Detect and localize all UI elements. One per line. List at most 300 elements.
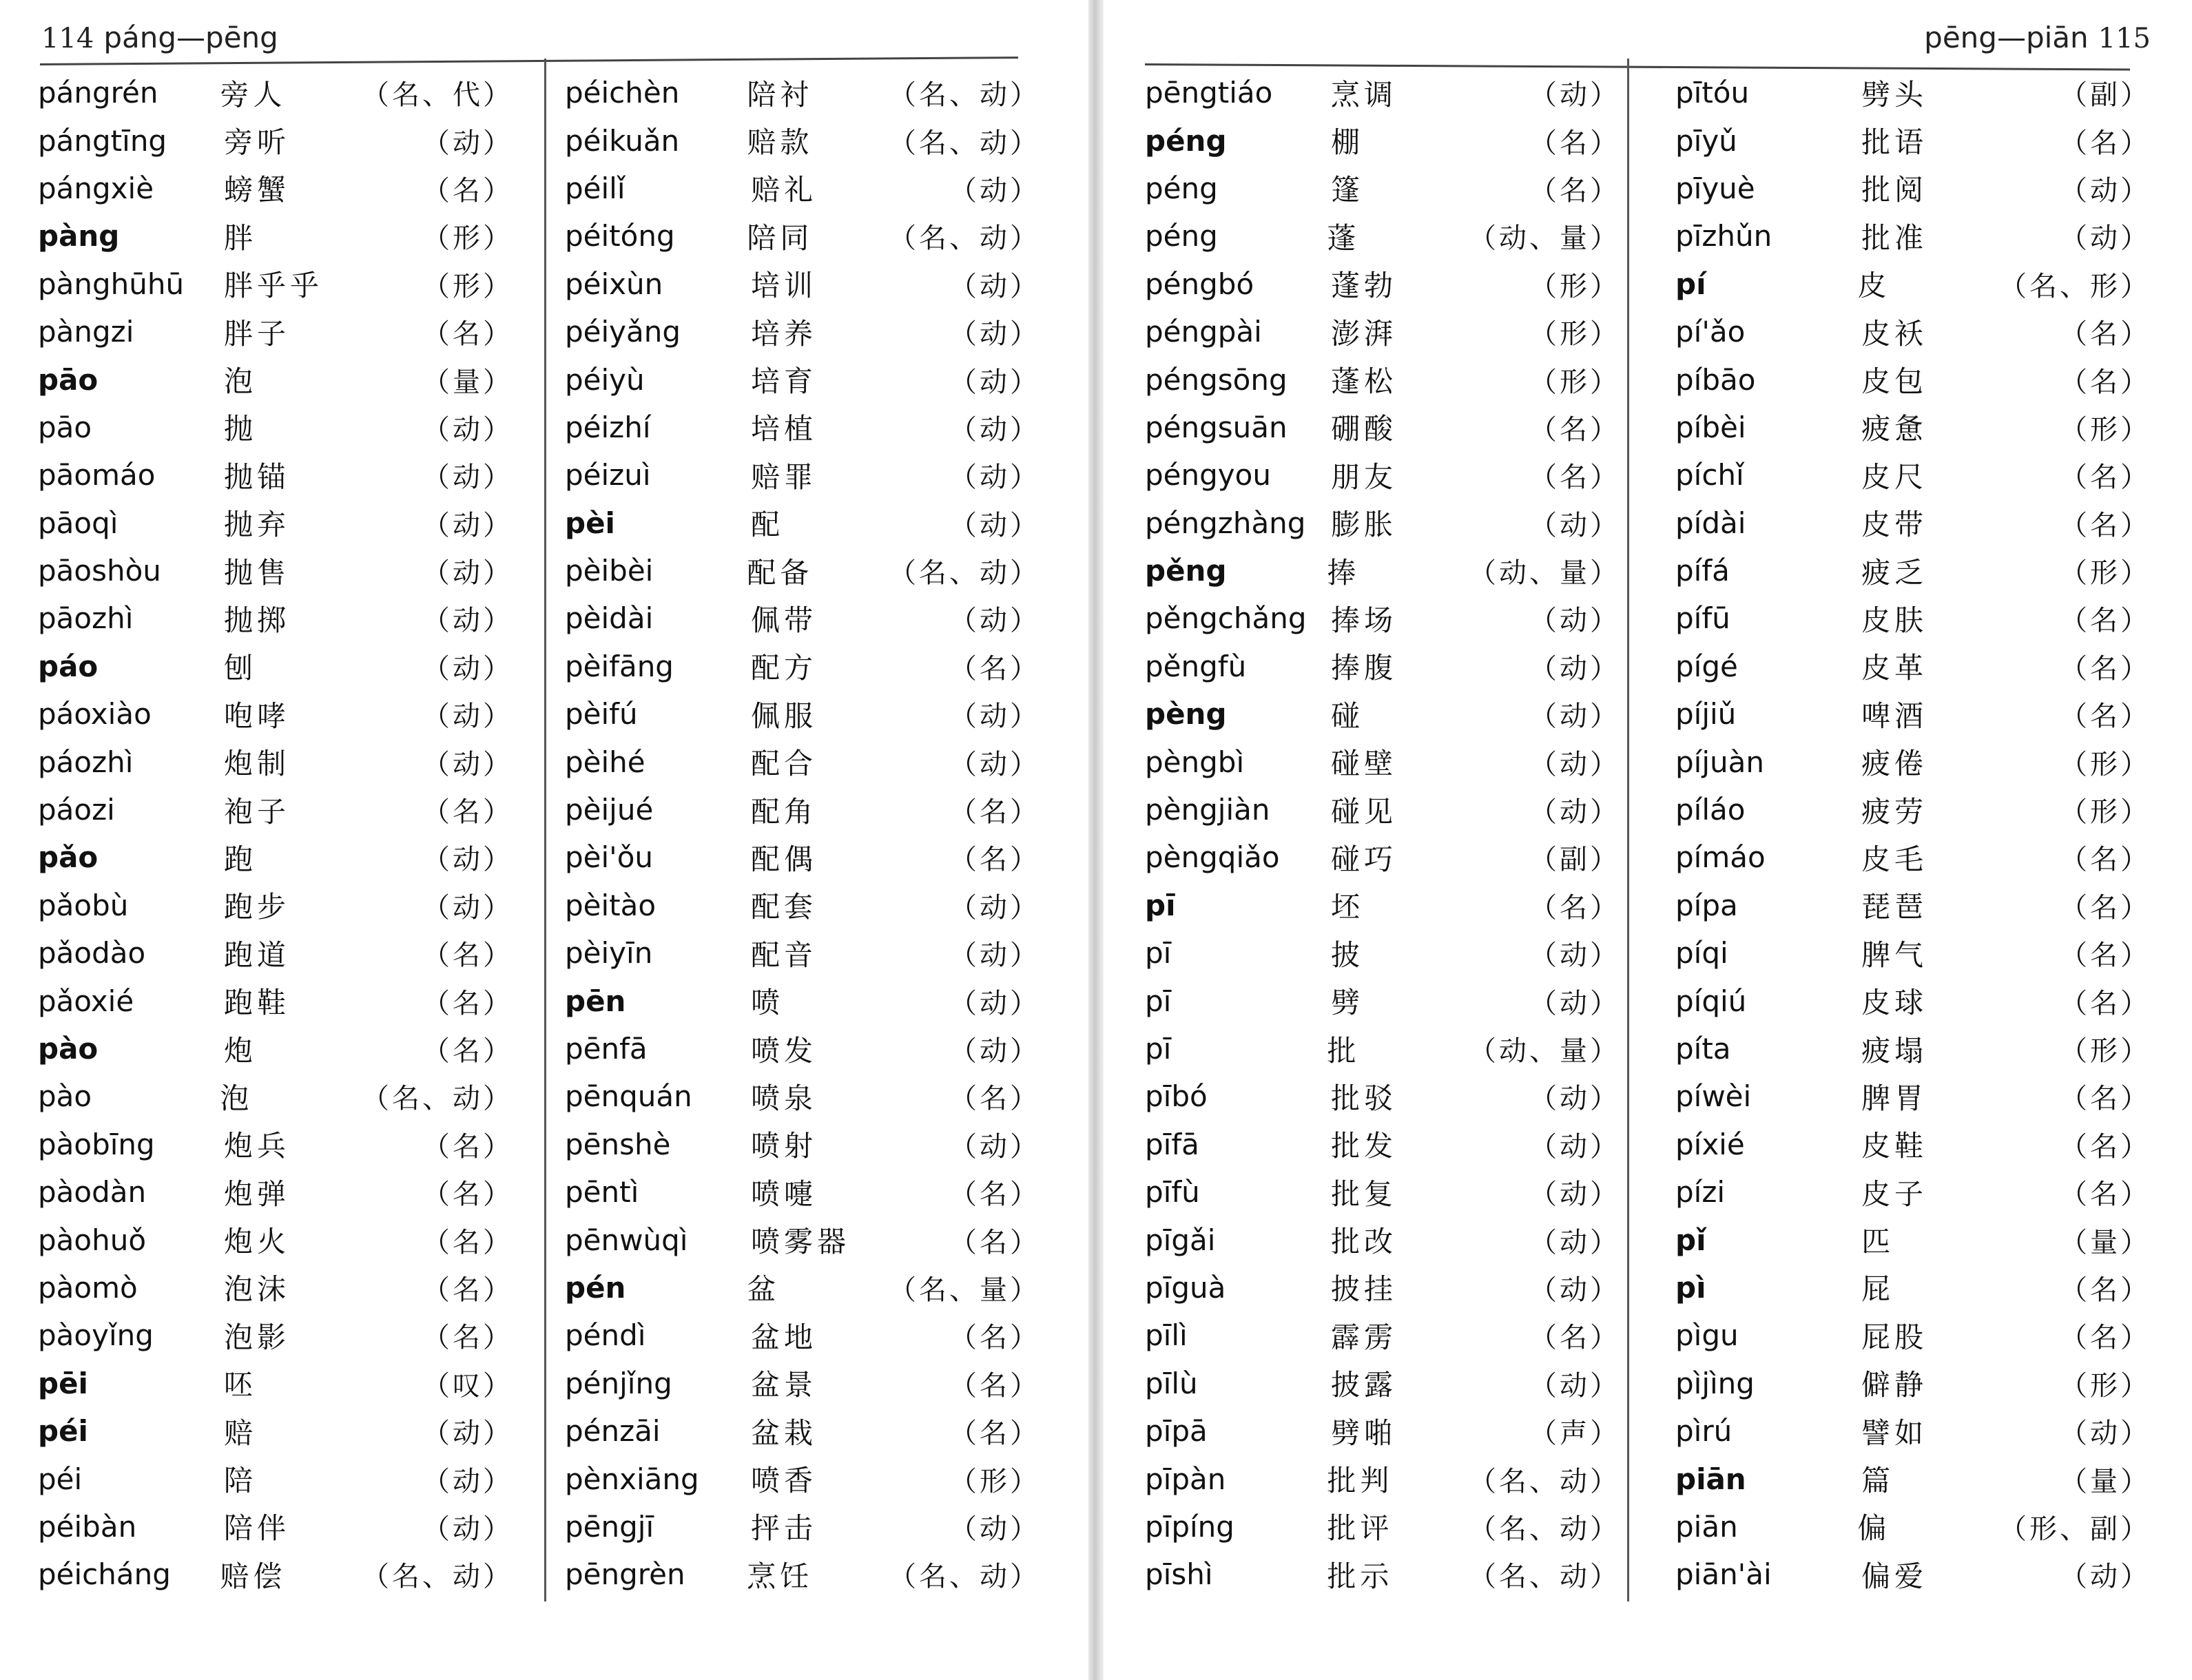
entry-pinyin-headword: pī — [1145, 888, 1176, 922]
entry-pinyin: pīpā — [1145, 1414, 1208, 1449]
dictionary-entry — [38, 1025, 534, 1072]
entry-part-of-speech: （名） — [422, 940, 513, 972]
entry-hanzi: 偏 — [1857, 1511, 1891, 1546]
dictionary-entry — [1145, 1168, 1641, 1216]
entry-part-of-speech: （名） — [2060, 891, 2151, 924]
entry-pinyin: pànghūhū — [38, 267, 185, 301]
dictionary-entry — [38, 165, 534, 212]
entry-pinyin: pèngqiǎo — [1145, 840, 1280, 875]
page-number: 115 — [2098, 23, 2151, 54]
entry-hanzi: 披露 — [1331, 1368, 1398, 1402]
entry-hanzi: 脾气 — [1861, 937, 1928, 972]
entry-part-of-speech: （名） — [2060, 1083, 2151, 1115]
dictionary-entry — [565, 355, 1061, 403]
entry-hanzi: 赔礼 — [751, 173, 818, 207]
dictionary-entry — [1675, 1360, 2171, 1407]
entry-pinyin: péi — [38, 1462, 83, 1496]
entry-hanzi: 烹调 — [1331, 77, 1398, 112]
entry-part-of-speech: （动） — [422, 652, 513, 685]
entry-part-of-speech: （名） — [2060, 509, 2151, 541]
entry-part-of-speech: （动） — [422, 462, 513, 494]
entry-part-of-speech: （名） — [2060, 1179, 2151, 1211]
entry-part-of-speech: （动） — [949, 318, 1040, 351]
entry-pinyin: pǎobù — [38, 888, 129, 922]
entry-hanzi: 霹雳 — [1331, 1320, 1398, 1354]
entry-hanzi: 陪 — [224, 1464, 258, 1498]
entry-part-of-speech: （动） — [1529, 1130, 1620, 1163]
entry-part-of-speech: （名、动） — [1469, 1465, 1620, 1497]
entry-hanzi: 配备 — [747, 555, 814, 590]
entry-part-of-speech: （动） — [949, 174, 1040, 207]
dictionary-entry — [1675, 977, 2171, 1024]
dictionary-entry — [1675, 212, 2171, 260]
entry-pinyin: pígé — [1675, 649, 1738, 683]
entry-part-of-speech: （名） — [422, 1130, 513, 1163]
entry-pinyin: pángxiè — [38, 171, 154, 205]
entry-pinyin: píta — [1675, 1032, 1731, 1066]
entry-pinyin: péngsuān — [1145, 410, 1288, 444]
entry-hanzi: 批发 — [1331, 1129, 1398, 1163]
entry-pinyin: pīpàn — [1145, 1462, 1226, 1496]
entry-hanzi: 皮球 — [1861, 986, 1928, 1020]
entry-part-of-speech: （名、动） — [889, 1561, 1040, 1593]
left-column-2 — [565, 69, 1061, 1599]
entry-pinyin-headword: páo — [38, 649, 99, 683]
entry-part-of-speech: （动） — [1529, 1179, 1620, 1211]
entry-hanzi: 盆 — [747, 1272, 780, 1307]
dictionary-entry — [1675, 1168, 2171, 1216]
entry-hanzi: 抛 — [224, 412, 258, 446]
entry-pinyin: pífū — [1675, 601, 1730, 636]
dictionary-entry — [1145, 451, 1641, 499]
right-column-1 — [1145, 69, 1641, 1599]
dictionary-entry — [38, 69, 534, 116]
dictionary-entry — [38, 1407, 534, 1455]
entry-pinyin: pàomò — [38, 1270, 138, 1305]
entry-hanzi: 跑步 — [224, 890, 291, 924]
entry-part-of-speech: （名） — [422, 1322, 513, 1354]
dictionary-entry — [565, 643, 1061, 690]
entry-part-of-speech: （名） — [422, 1226, 513, 1258]
entry-pinyin-headword: pì — [1675, 1270, 1706, 1305]
entry-hanzi: 硼酸 — [1331, 412, 1398, 446]
entry-pinyin: piān'ài — [1675, 1557, 1772, 1592]
entry-hanzi: 披挂 — [1331, 1272, 1398, 1307]
entry-pinyin: piān — [1675, 1509, 1738, 1544]
entry-pinyin: pángrén — [38, 76, 158, 110]
entry-pinyin: pīshì — [1145, 1557, 1213, 1592]
entry-part-of-speech: （动） — [949, 1130, 1040, 1163]
entry-part-of-speech: （动） — [2060, 1561, 2151, 1593]
dictionary-entry — [38, 1168, 534, 1216]
entry-pinyin-headword: piān — [1675, 1462, 1746, 1496]
entry-hanzi: 批改 — [1331, 1225, 1398, 1259]
entry-hanzi: 篷 — [1331, 173, 1365, 207]
entry-pinyin: píqi — [1675, 936, 1728, 971]
entry-part-of-speech: （动） — [949, 270, 1040, 302]
entry-part-of-speech: （形） — [2060, 748, 2151, 780]
entry-hanzi: 螃蟹 — [224, 173, 291, 207]
dictionary-entry — [565, 1311, 1061, 1359]
entry-part-of-speech: （形） — [422, 270, 513, 302]
dictionary-entry — [565, 833, 1061, 881]
entry-part-of-speech: （量） — [422, 366, 513, 398]
dictionary-entry — [1145, 643, 1641, 690]
entry-pinyin: pī — [1145, 984, 1172, 1018]
dictionary-entry — [565, 260, 1061, 308]
entry-part-of-speech: （名） — [422, 1274, 513, 1306]
dictionary-entry — [565, 1216, 1061, 1263]
dictionary-entry — [38, 1216, 534, 1263]
entry-hanzi: 赔偿 — [220, 1559, 287, 1593]
entry-hanzi: 皮尺 — [1861, 459, 1928, 494]
entry-part-of-speech: （动、量） — [1469, 1035, 1620, 1067]
entry-pinyin: píjiǔ — [1675, 697, 1737, 732]
dictionary-entry — [38, 977, 534, 1024]
dictionary-entry — [1145, 260, 1641, 308]
entry-pinyin: péitóng — [565, 219, 675, 253]
dictionary-entry — [38, 786, 534, 833]
dictionary-entry — [38, 1121, 534, 1168]
entry-pinyin: pīlì — [1145, 1318, 1188, 1353]
entry-pinyin: pèngbì — [1145, 745, 1245, 779]
dictionary-entry — [1145, 165, 1641, 212]
entry-pinyin-headword: pǎo — [38, 840, 99, 875]
entry-hanzi: 喷发 — [751, 1033, 818, 1068]
entry-hanzi: 培训 — [751, 269, 818, 303]
entry-hanzi: 跑道 — [224, 937, 291, 972]
dictionary-entry — [1145, 882, 1641, 929]
dictionary-entry — [565, 1503, 1061, 1551]
entry-part-of-speech: （动） — [949, 509, 1040, 541]
entry-pinyin: péngsōng — [1145, 362, 1288, 397]
entry-hanzi: 佩带 — [751, 603, 818, 637]
entry-pinyin: pào — [38, 1079, 92, 1114]
entry-hanzi: 朋友 — [1331, 459, 1398, 494]
entry-hanzi: 赔 — [224, 1415, 258, 1450]
entry-pinyin: pǎodào — [38, 936, 146, 971]
entry-part-of-speech: （动） — [1529, 605, 1620, 637]
entry-hanzi: 琵琶 — [1861, 890, 1928, 924]
dictionary-entry — [1145, 1360, 1641, 1407]
entry-part-of-speech: （名、形） — [1999, 270, 2151, 302]
dictionary-entry — [38, 1455, 534, 1502]
entry-part-of-speech: （形、副） — [1999, 1513, 2151, 1545]
entry-hanzi: 批 — [1327, 1033, 1361, 1068]
entry-part-of-speech: （动） — [422, 605, 513, 637]
dictionary-entry — [1675, 1551, 2171, 1598]
entry-part-of-speech: （名） — [2060, 1130, 2151, 1163]
dictionary-entry — [1675, 786, 2171, 833]
page-number: 114 — [41, 23, 94, 54]
entry-pinyin: pèihé — [565, 745, 645, 779]
dictionary-entry — [1145, 1311, 1641, 1359]
dictionary-entry — [565, 1025, 1061, 1072]
entry-part-of-speech: （动、量） — [1469, 557, 1620, 590]
left-page — [0, 0, 1088, 1680]
entry-hanzi: 屁股 — [1861, 1320, 1928, 1354]
entry-pinyin: pèijué — [565, 793, 654, 827]
dictionary-entry — [565, 1072, 1061, 1120]
dictionary-entry — [1145, 308, 1641, 355]
entry-hanzi: 捧腹 — [1331, 651, 1398, 685]
entry-pinyin: pìrú — [1675, 1414, 1733, 1449]
entry-hanzi: 赔罪 — [751, 459, 818, 494]
entry-hanzi: 胖子 — [224, 316, 291, 351]
dictionary-entry — [1675, 69, 2171, 116]
entry-hanzi: 喷雾器 — [751, 1225, 851, 1259]
dictionary-entry — [1675, 643, 2171, 690]
entry-hanzi: 批驳 — [1331, 1081, 1398, 1115]
entry-part-of-speech: （名） — [949, 1226, 1040, 1258]
entry-hanzi: 喷嚏 — [751, 1176, 818, 1211]
entry-pinyin: péibàn — [38, 1509, 137, 1544]
entry-hanzi: 抛掷 — [224, 603, 291, 637]
entry-part-of-speech: （动） — [949, 1513, 1040, 1545]
entry-hanzi: 喷 — [751, 986, 785, 1020]
entry-hanzi: 抛售 — [224, 555, 291, 590]
entry-hanzi: 疲乏 — [1861, 555, 1928, 590]
entry-pinyin: péizhí — [565, 410, 651, 444]
entry-pinyin-headword: péi — [38, 1414, 88, 1449]
entry-part-of-speech: （动） — [2060, 174, 2151, 207]
entry-hanzi: 匹 — [1861, 1225, 1895, 1259]
entry-pinyin: píláo — [1675, 793, 1746, 827]
entry-hanzi: 跑 — [224, 842, 258, 876]
entry-part-of-speech: （动） — [1529, 1369, 1620, 1402]
entry-part-of-speech: （名） — [2060, 844, 2151, 876]
entry-hanzi: 陪衬 — [747, 77, 814, 112]
dictionary-entry — [1145, 594, 1641, 642]
dictionary-entry — [38, 355, 534, 403]
dictionary-entry — [1675, 1503, 2171, 1551]
entry-pinyin: pīfā — [1145, 1127, 1199, 1161]
entry-pinyin: pēnquán — [565, 1079, 692, 1114]
dictionary-entry — [1145, 69, 1641, 116]
column-divider — [544, 59, 546, 1601]
entry-part-of-speech: （名） — [949, 1179, 1040, 1211]
entry-hanzi: 盆景 — [751, 1368, 818, 1402]
dictionary-entry — [565, 882, 1061, 929]
entry-pinyin: pēngtiáo — [1145, 76, 1273, 110]
entry-part-of-speech: （动） — [422, 701, 513, 733]
dictionary-entry — [565, 69, 1061, 116]
entry-part-of-speech: （名、动） — [889, 222, 1040, 255]
entry-pinyin-headword: pén — [565, 1270, 626, 1305]
entry-pinyin: pīyuè — [1675, 171, 1755, 205]
entry-part-of-speech: （名） — [949, 796, 1040, 829]
entry-pinyin: pèifāng — [565, 649, 674, 683]
dictionary-entry — [38, 260, 534, 308]
dictionary-entry — [1145, 1455, 1641, 1502]
entry-pinyin-headword: pí — [1675, 267, 1706, 301]
entry-pinyin: péngyou — [1145, 458, 1271, 492]
left-column-1 — [38, 69, 534, 1599]
entry-pinyin: pāo — [38, 410, 92, 444]
entry-hanzi: 蓬松 — [1331, 364, 1398, 399]
dictionary-entry — [1675, 1216, 2171, 1263]
entry-pinyin: pēntì — [565, 1175, 639, 1210]
entry-hanzi: 配角 — [751, 794, 818, 829]
entry-part-of-speech: （名、动） — [362, 1083, 513, 1115]
entry-hanzi: 批示 — [1327, 1559, 1394, 1593]
entry-hanzi: 陪同 — [747, 220, 814, 255]
entry-hanzi: 皮 — [1857, 269, 1891, 303]
entry-hanzi: 捧场 — [1331, 603, 1398, 637]
entry-part-of-speech: （名） — [949, 1083, 1040, 1115]
dictionary-entry — [565, 1360, 1061, 1407]
entry-part-of-speech: （形） — [2060, 796, 2151, 829]
entry-hanzi: 碰 — [1331, 698, 1365, 733]
entry-hanzi: 劈头 — [1861, 77, 1928, 112]
entry-part-of-speech: （名） — [422, 1179, 513, 1211]
entry-hanzi: 配套 — [751, 890, 818, 924]
entry-pinyin: pēngrèn — [565, 1557, 685, 1592]
entry-pinyin: pīfù — [1145, 1175, 1200, 1210]
entry-hanzi: 泡影 — [224, 1320, 291, 1354]
entry-part-of-speech: （名、代） — [362, 79, 513, 112]
dictionary-entry — [38, 499, 534, 547]
entry-pinyin: pī — [1145, 1032, 1172, 1066]
dictionary-entry — [1675, 594, 2171, 642]
entry-part-of-speech: （动） — [949, 366, 1040, 398]
dictionary-entry — [1675, 1407, 2171, 1455]
entry-part-of-speech: （名） — [1529, 413, 1620, 446]
dictionary-entry — [1675, 547, 2171, 594]
entry-hanzi: 炮弹 — [224, 1176, 291, 1211]
entry-pinyin: pīguà — [1145, 1270, 1226, 1305]
dictionary-entry — [565, 1455, 1061, 1502]
entry-pinyin: pī — [1145, 936, 1172, 971]
entry-part-of-speech: （名） — [1529, 174, 1620, 207]
entry-hanzi: 屁 — [1861, 1272, 1895, 1307]
entry-hanzi: 批准 — [1861, 220, 1928, 255]
entry-pinyin-headword: pēn — [565, 984, 626, 1018]
entry-part-of-speech: （名） — [2060, 605, 2151, 637]
entry-pinyin-headword: pào — [38, 1032, 99, 1066]
entry-pinyin: pí'ǎo — [1675, 315, 1746, 349]
dictionary-entry — [1675, 1311, 2171, 1359]
entry-hanzi: 配方 — [751, 651, 818, 685]
dictionary-entry — [1675, 1025, 2171, 1072]
dictionary-entry — [565, 212, 1061, 260]
entry-hanzi: 旁听 — [224, 125, 291, 160]
entry-pinyin: pènxiāng — [565, 1462, 699, 1496]
dictionary-entry — [38, 404, 534, 451]
entry-part-of-speech: （名） — [1529, 462, 1620, 494]
dictionary-entry — [1675, 404, 2171, 451]
entry-hanzi: 批复 — [1331, 1176, 1398, 1211]
entry-hanzi: 胖 — [224, 220, 258, 255]
right-page-header — [1914, 21, 2151, 69]
entry-part-of-speech: （动） — [2060, 1418, 2151, 1450]
entry-part-of-speech: （动） — [1529, 987, 1620, 1019]
dictionary-entry — [38, 833, 534, 881]
entry-hanzi: 泡沫 — [224, 1272, 291, 1307]
right-column-2 — [1675, 69, 2171, 1599]
entry-pinyin: pèitào — [565, 888, 656, 922]
dictionary-entry — [1675, 355, 2171, 403]
entry-pinyin: pāoshòu — [38, 554, 161, 588]
entry-part-of-speech: （名） — [949, 844, 1040, 876]
entry-part-of-speech: （动） — [949, 987, 1040, 1019]
entry-hanzi: 皮带 — [1861, 508, 1928, 542]
entry-pinyin-headword: péng — [1145, 123, 1227, 158]
entry-part-of-speech: （名、动） — [362, 1561, 513, 1593]
entry-pinyin-headword: pèng — [1145, 697, 1227, 732]
entry-part-of-speech: （名、动） — [1469, 1561, 1620, 1593]
entry-hanzi: 疲塌 — [1861, 1033, 1928, 1068]
dictionary-entry — [1145, 1551, 1641, 1598]
entry-hanzi: 批阅 — [1861, 173, 1928, 207]
entry-part-of-speech: （动） — [422, 557, 513, 590]
dictionary-entry — [565, 308, 1061, 355]
entry-pinyin: péngpài — [1145, 315, 1262, 349]
entry-part-of-speech: （动） — [949, 940, 1040, 972]
entry-pinyin: pízi — [1675, 1175, 1726, 1210]
entry-pinyin: pénzāi — [565, 1414, 661, 1449]
dictionary-entry — [1145, 1025, 1641, 1072]
dictionary-entry — [565, 1407, 1061, 1455]
entry-hanzi: 皮子 — [1861, 1176, 1928, 1211]
entry-part-of-speech: （动） — [422, 413, 513, 446]
entry-hanzi: 批语 — [1861, 125, 1928, 160]
entry-part-of-speech: （动） — [422, 127, 513, 159]
entry-hanzi: 偏爱 — [1861, 1559, 1928, 1593]
entry-part-of-speech: （动） — [949, 1035, 1040, 1067]
dictionary-entry — [565, 1551, 1061, 1598]
entry-part-of-speech: （名） — [2060, 127, 2151, 159]
dictionary-entry — [1145, 1121, 1641, 1168]
entry-pinyin: píjuàn — [1675, 745, 1764, 779]
entry-part-of-speech: （动） — [422, 1465, 513, 1497]
entry-hanzi: 炮火 — [224, 1225, 291, 1259]
dictionary-entry — [1145, 212, 1641, 260]
entry-hanzi: 配音 — [751, 937, 818, 972]
entry-pinyin-headword: pēi — [38, 1366, 88, 1400]
dictionary-entry — [38, 643, 534, 690]
entry-hanzi: 泡 — [224, 364, 258, 399]
entry-pinyin: páozi — [38, 793, 115, 827]
entry-hanzi: 碰壁 — [1331, 747, 1398, 781]
entry-hanzi: 刨 — [224, 651, 258, 685]
dictionary-entry — [565, 1121, 1061, 1168]
dictionary-entry — [565, 786, 1061, 833]
entry-pinyin: péiyù — [565, 362, 645, 397]
dictionary-entry — [1145, 116, 1641, 164]
entry-part-of-speech: （名、动） — [1469, 1513, 1620, 1545]
entry-hanzi: 皮鞋 — [1861, 1129, 1928, 1163]
dictionary-entry — [38, 1311, 534, 1359]
entry-pinyin-headword: pèi — [565, 506, 615, 540]
entry-pinyin: pàobīng — [38, 1127, 155, 1161]
entry-pinyin: pīlù — [1145, 1366, 1198, 1400]
entry-part-of-speech: （形） — [2060, 413, 2151, 446]
entry-hanzi: 劈 — [1331, 986, 1365, 1020]
dictionary-entry — [565, 1168, 1061, 1216]
entry-part-of-speech: （动） — [1529, 1226, 1620, 1258]
entry-part-of-speech: （动） — [2060, 222, 2151, 255]
entry-part-of-speech: （名） — [2060, 652, 2151, 685]
entry-part-of-speech: （形） — [1529, 270, 1620, 302]
entry-hanzi: 赔款 — [747, 125, 814, 160]
dictionary-entry — [1145, 786, 1641, 833]
entry-part-of-speech: （名） — [2060, 987, 2151, 1019]
entry-part-of-speech: （名） — [2060, 462, 2151, 494]
entry-part-of-speech: （名、动） — [889, 127, 1040, 159]
entry-hanzi: 抛锚 — [224, 459, 291, 494]
dictionary-entry — [565, 594, 1061, 642]
